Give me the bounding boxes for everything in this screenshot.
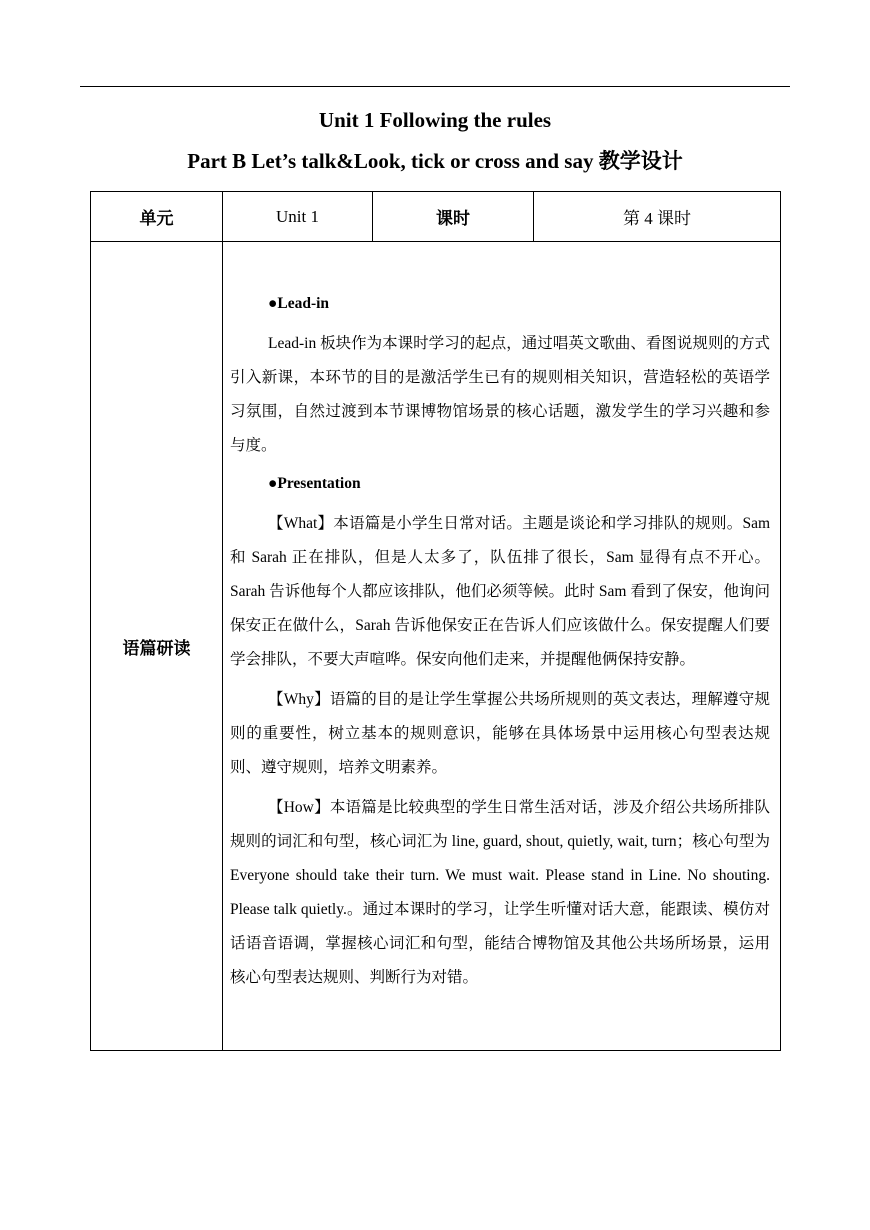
unit-label: 单元 [91, 192, 223, 242]
lesson-plan-table [90, 191, 781, 1051]
how-paragraph: 【How】本语篇是比较典型的学生日常生活对话，涉及介绍公共场所排队规则的词汇和句型，核心词汇为 line, guard, shout, quietly, wait, turn；核心句型为 Everyone should take their turn. We must wait. Please stand in Line. No shouting. Please talk quietly.。通过本课时的学习，让学生听懂对话大意，能跟读、模仿对话语音语调，掌握核心词汇和句型，能结合博物馆及其他公共场所场景，运用核心句型表达规则、判断行为对错。 [230, 799, 770, 986]
what-paragraph: 【What】本语篇是小学生日常对话。主题是谈论和学习排队的规则。Sam 和 Sarah 正在排队，但是人太多了，队伍排了很长，Sam 显得有点不开心。Sarah 告诉他每个人都应该排队，他们必须等候。此时 Sam 看到了保安，他询问保安正在做什么，Sarah 告诉他保安正在告诉人们应该做什么。保安提醒人们要学会排队，不要大声喧哗。保安向他们走来，并提醒他俩保持安静。 [230, 515, 770, 668]
lead-in-paragraph: Lead-in 板块作为本课时学习的起点，通过唱英文歌曲、看图说规则的方式引入新课，本环节的目的是激活学生已有的规则相关知识，营造轻松的英语学习氛围，自然过渡到本节课博物馆场景的核心话题，激发学生的学习兴趣和参与度。 [230, 335, 770, 454]
presentation-heading: ●Presentation [268, 475, 361, 492]
document-subtitle: Part B Let’s talk&Look, tick or cross and say 教学设计 [187, 149, 683, 173]
meta-row [91, 192, 781, 242]
section-content [223, 281, 780, 1011]
document-title: Unit 1 Following the rules [318, 108, 552, 132]
section-content-cell [223, 242, 781, 1051]
section-label: 语篇研读 [91, 242, 223, 1051]
content-row [91, 242, 781, 1051]
header-rule [80, 86, 790, 87]
lesson-label: 课时 [373, 192, 534, 242]
lead-in-heading: ●Lead-in [268, 295, 330, 312]
lesson-value: 第 4 课时 [534, 192, 781, 242]
why-paragraph: 【Why】语篇的目的是让学生掌握公共场所规则的英文表达，理解遵守规则的重要性，树立基本的规则意识，能够在具体场景中运用核心句型表达规则、遵守规则，培养文明素养。 [230, 691, 770, 776]
unit-value: Unit 1 [223, 192, 373, 242]
